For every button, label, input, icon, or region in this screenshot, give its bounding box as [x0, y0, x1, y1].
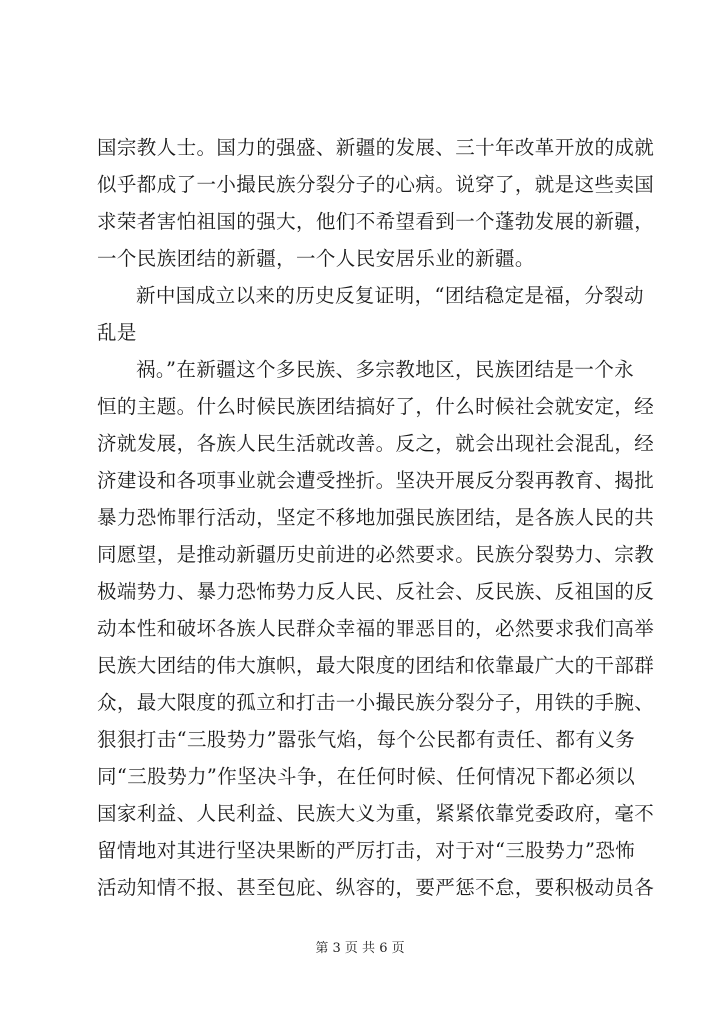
text-line-6: 乱是 [97, 321, 137, 344]
text-line-8: 恒的主题。什么时候民族团结搞好了，什么时候社会就安定，经 [97, 395, 655, 418]
text-line-13: 极端势力、暴力恐怖势力反人民、反社会、反民族、反祖国的反 [97, 580, 655, 603]
text-line-9: 济就发展，各族人民生活就改善。反之，就会出现社会混乱，经 [97, 432, 655, 455]
text-line-15: 民族大团结的伟大旗帜，最大限度的团结和依靠最广大的干部群 [97, 654, 655, 677]
text-line-17: 狠狠打击“三股势力”嚣张气焰，每个公民都有责任、都有义务 [97, 728, 636, 751]
text-line-20: 留情地对其进行坚决果断的严厉打击，对于对“三股势力”恐怖 [97, 839, 636, 862]
text-line-4: 一个民族团结的新疆，一个人民安居乐业的新疆。 [97, 247, 535, 270]
text-line-19: 国家利益、人民利益、民族大义为重，紧紧依靠党委政府，毫不 [97, 802, 655, 825]
text-line-3: 求荣者害怕祖国的强大，他们不希望看到一个蓬勃发展的新疆， [97, 210, 655, 233]
text-line-12: 同愿望，是推动新疆历史前进的必然要求。民族分裂势力、宗教 [97, 543, 655, 566]
text-line-2: 似乎都成了一小撮民族分裂分子的心病。说穿了，就是这些卖国 [97, 173, 655, 196]
text-line-10: 济建设和各项事业就会遭受挫折。坚决开展反分裂再教育、揭批 [97, 469, 655, 492]
text-line-5: 新中国成立以来的历史反复证明，“团结稳定是福，分裂动 [136, 284, 644, 307]
page-number-footer: 第 3 页 共 6 页 [315, 941, 405, 956]
text-line-18: 同“三股势力”作坚决斗争，在任何时候、任何情况下都必须以 [97, 765, 636, 788]
text-line-21: 活动知情不报、甚至包庇、纵容的，要严惩不怠，要积极动员各 [97, 876, 655, 899]
text-line-16: 众，最大限度的孤立和打击一小撮民族分裂分子，用铁的手腕、 [97, 691, 655, 714]
text-line-11: 暴力恐怖罪行活动，坚定不移地加强民族团结，是各族人民的共 [97, 506, 655, 529]
text-line-1: 国宗教人士。国力的强盛、新疆的发展、三十年改革开放的成就 [97, 136, 655, 159]
text-line-7: 祸。”在新疆这个多民族、多宗教地区，民族团结是一个永 [136, 358, 635, 381]
text-line-14: 动本性和破坏各族人民群众幸福的罪恶目的，必然要求我们高举 [97, 617, 655, 640]
